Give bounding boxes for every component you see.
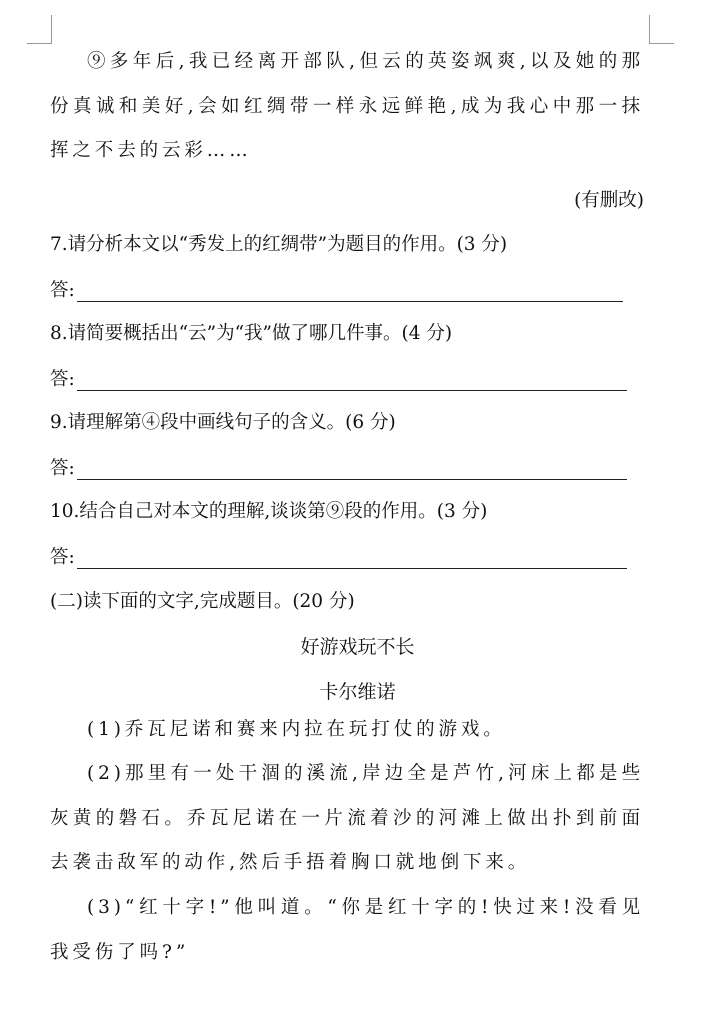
answer-blank[interactable]	[77, 463, 627, 480]
question-10: 10.结合自己对本文的理解,谈谈第⑨段的作用。(3 分)	[50, 501, 488, 522]
story-author: 卡尔维诺	[319, 681, 396, 703]
abridged-note: (有删改)	[574, 190, 644, 211]
answer-label: 答:	[50, 369, 75, 390]
section2-instruction: (二)读下面的文字,完成题目。(20 分)	[50, 591, 355, 612]
answer-label: 答:	[50, 547, 75, 568]
answer-line-7[interactable]	[50, 276, 623, 302]
question-9: 9.请理解第④段中画线句子的含义。(6 分)	[50, 412, 396, 433]
story-paragraph-1: (1)乔瓦尼诺和赛来内拉在玩打仗的游戏。	[87, 719, 506, 740]
answer-blank[interactable]	[77, 552, 627, 569]
answer-blank[interactable]	[77, 374, 627, 391]
page-corner-mark-left	[27, 15, 52, 44]
answer-line-9[interactable]	[50, 454, 627, 480]
answer-blank[interactable]	[77, 285, 623, 302]
answer-label: 答:	[50, 280, 75, 301]
page-corner-mark-right	[649, 15, 674, 44]
passage-paragraph-9: ⑨多年后,我已经离开部队,但云的英姿飒爽,以及她的那份真诚和美好,会如红绸带一样永远鲜艳,成为我心中那一抹挥之不去的云彩……	[50, 51, 644, 161]
story-title: 好游戏玩不长	[300, 636, 415, 658]
answer-line-8[interactable]	[50, 365, 627, 391]
answer-line-10[interactable]	[50, 543, 627, 569]
story-paragraph-3: (3)“红十字!”他叫道。“你是红十字的!快过来!没看见我受伤了吗?”	[50, 897, 644, 963]
answer-label: 答:	[50, 458, 75, 479]
question-7: 7.请分析本文以“秀发上的红绸带”为题目的作用。(3 分)	[50, 234, 508, 255]
question-8: 8.请简要概括出“云”为“我”做了哪几件事。(4 分)	[50, 323, 453, 344]
story-paragraph-2: (2)那里有一处干涸的溪流,岸边全是芦竹,河床上都是些灰黄的磐石。乔瓦尼诺在一片流着沙的河滩上做出扑到前面去袭击敌军的动作,然后手捂着胸口就地倒下来。	[50, 763, 644, 873]
